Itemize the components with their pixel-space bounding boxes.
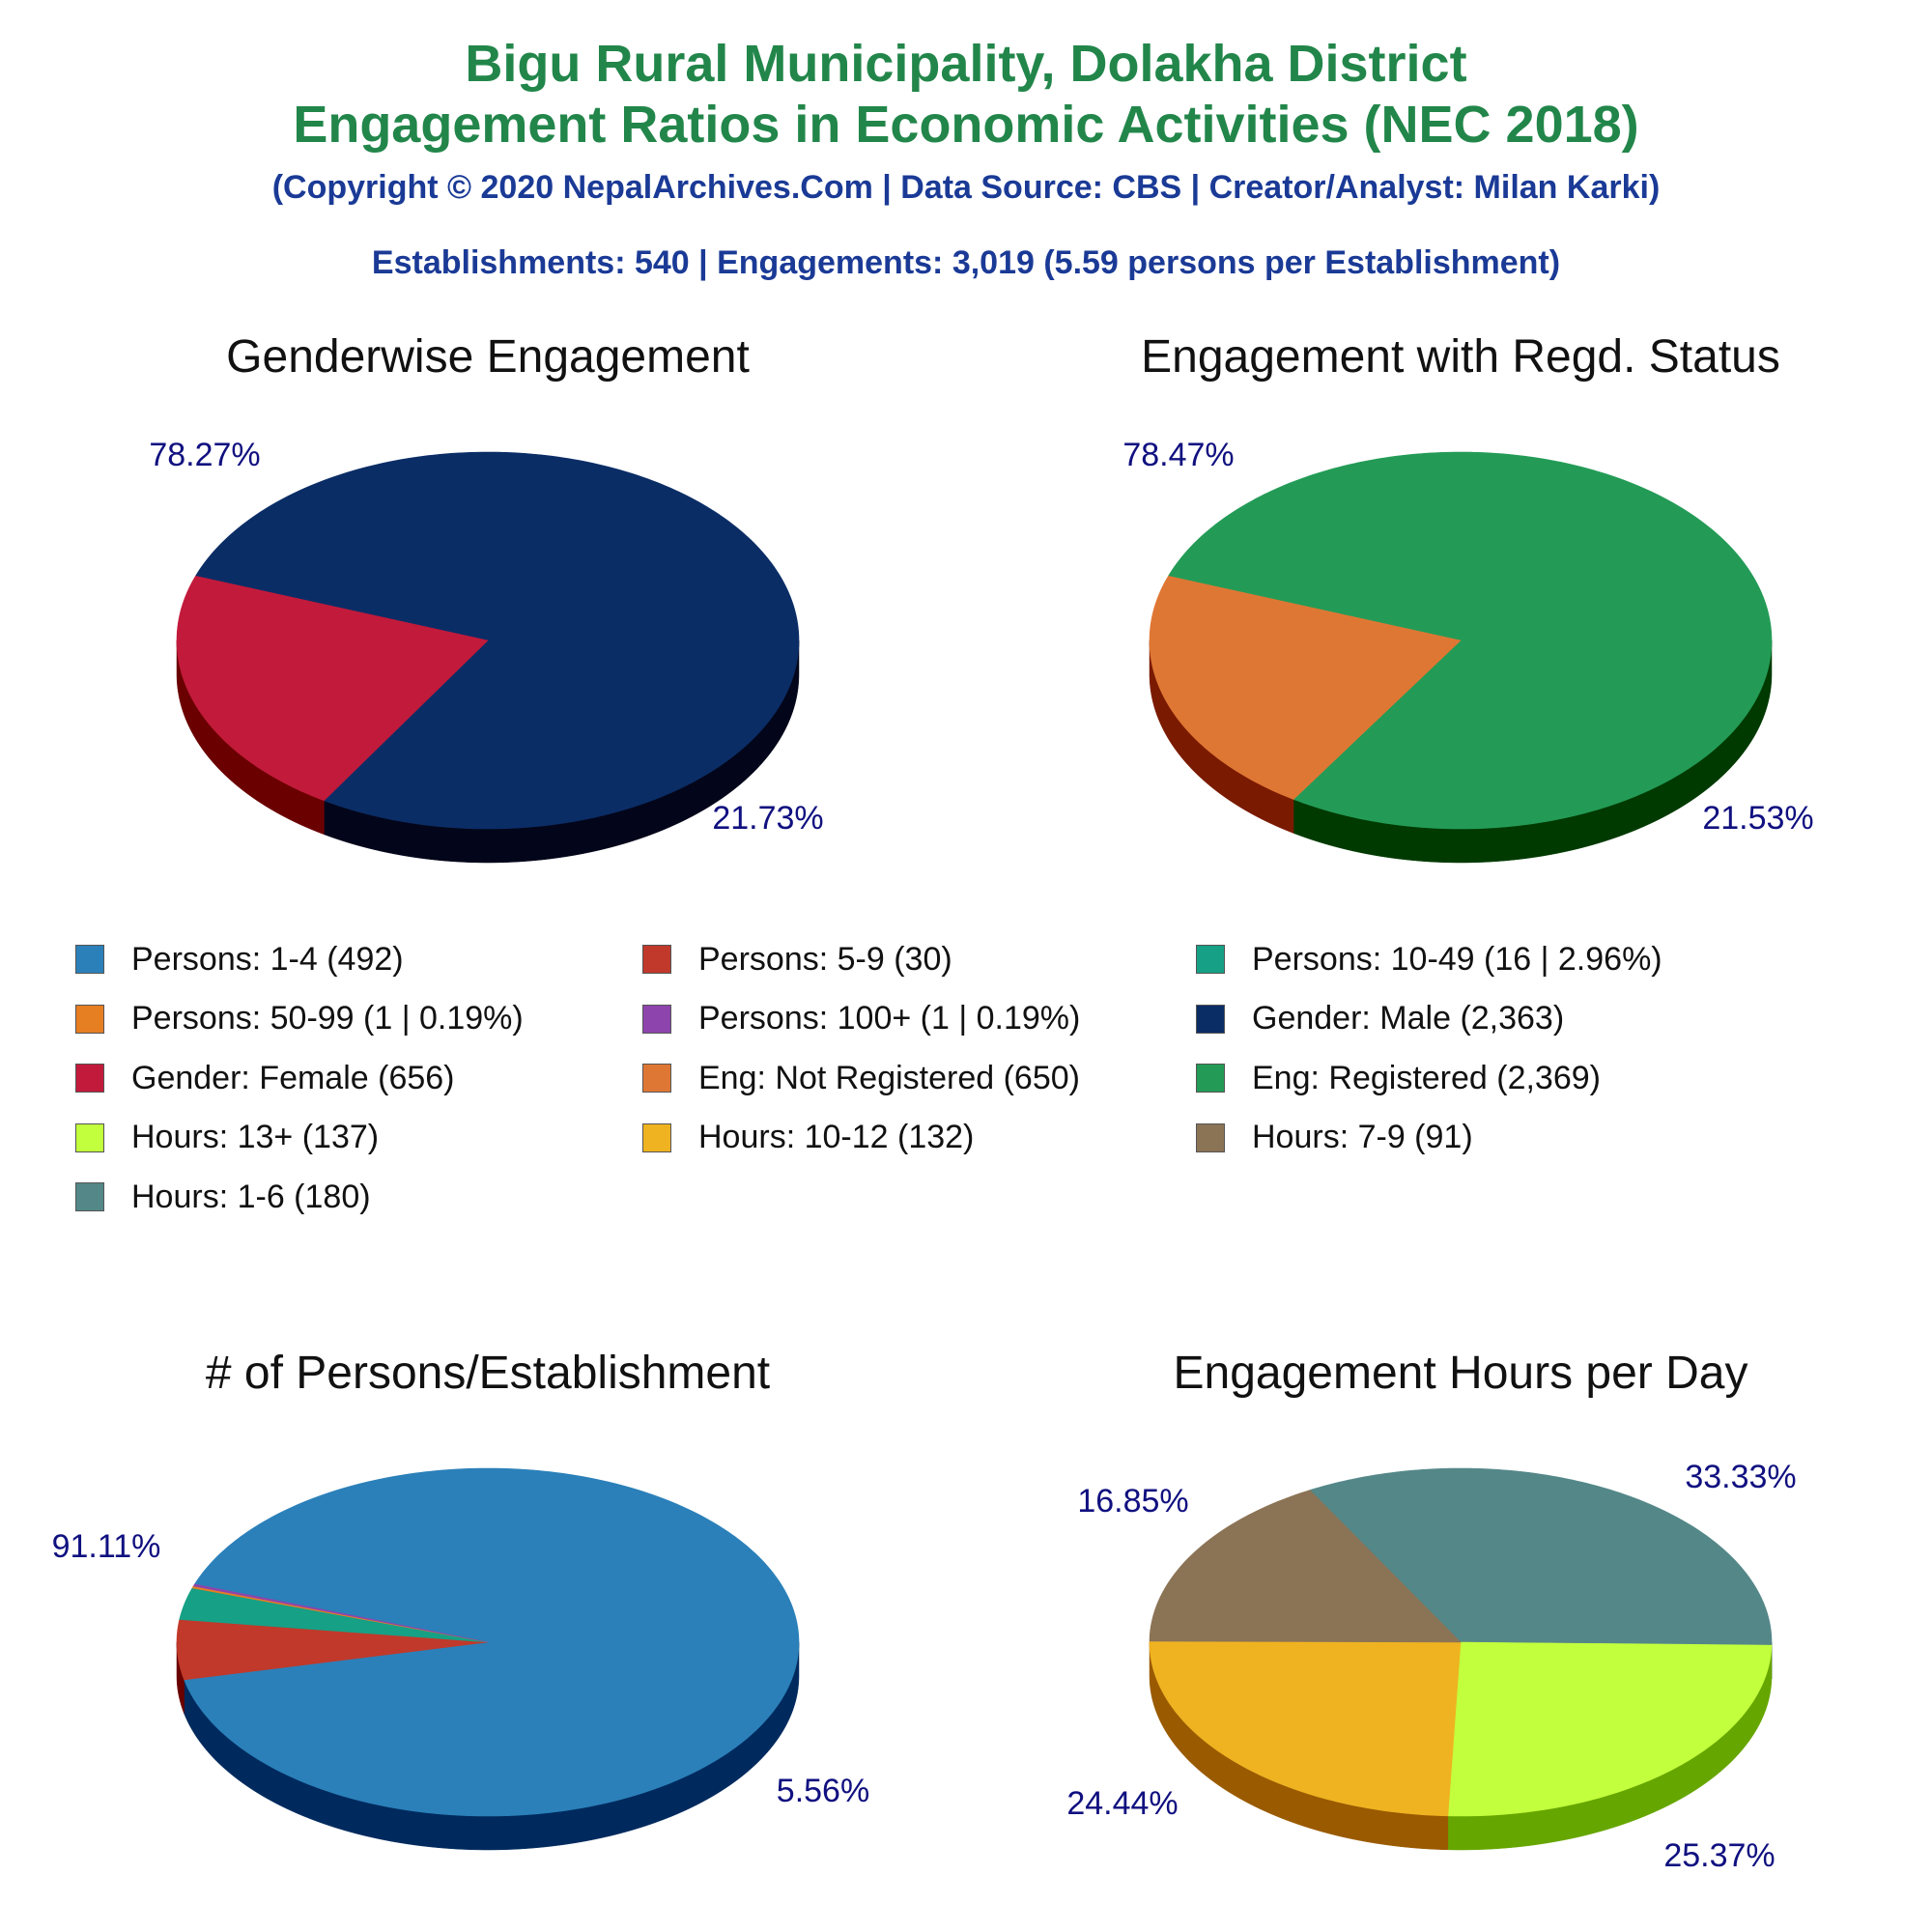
legend-item (75, 1114, 379, 1162)
legend-label: Hours: 1-6 (180) (131, 1178, 371, 1215)
chart-title: # of Persons/Establishment (205, 1348, 771, 1399)
legend-label: Persons: 5-9 (30) (698, 940, 952, 978)
legend-item (75, 935, 404, 983)
legend-swatch (642, 1123, 671, 1152)
legend-swatch (1196, 1064, 1225, 1093)
legend-swatch (75, 1005, 104, 1034)
legend-swatch (1196, 945, 1225, 974)
pie-percent-label: 24.44% (1066, 1785, 1179, 1822)
pie-percent-label: 91.11% (51, 1528, 161, 1565)
chart-main-title-line2: Engagement Ratios in Economic Activities (NEC 2018) (293, 96, 1639, 154)
legend-label: Persons: 10-49 (16 | 2.96%) (1252, 940, 1662, 978)
legend-label: Eng: Not Registered (650) (698, 1059, 1080, 1096)
legend-swatch (642, 945, 671, 974)
legend-label: Gender: Male (2,363) (1252, 1000, 1565, 1037)
chart-title: Engagement with Regd. Status (1141, 331, 1780, 383)
pie-slice-hours-10-12 (1150, 1641, 1461, 1816)
pie-percent-label: 33.33% (1685, 1459, 1797, 1495)
legend-item (75, 995, 524, 1043)
legend-swatch (1196, 1123, 1225, 1152)
chart-title: Genderwise Engagement (226, 331, 750, 383)
legend-label: Hours: 13+ (137) (131, 1119, 380, 1155)
legend-item (1196, 995, 1564, 1043)
pie-percent-label: 25.37% (1663, 1837, 1776, 1874)
legend-swatch (75, 1123, 104, 1152)
pie-chart-1 (149, 331, 823, 863)
pie-percent-label: 21.53% (1702, 800, 1814, 837)
legend-swatch (1196, 1005, 1225, 1034)
legend-item (1196, 1054, 1601, 1102)
legend-item (642, 995, 1080, 1043)
copyright-line: (Copyright © 2020 NepalArchives.Com | Data Source: CBS | Creator/Analyst: Milan Karki) (271, 169, 1661, 206)
pie-percent-label: 78.47% (1122, 437, 1235, 473)
legend-label: Persons: 50-99 (1 | 0.19%) (131, 1000, 524, 1037)
legend-label: Persons: 1-4 (492) (131, 940, 404, 978)
legend-item (1196, 1114, 1473, 1162)
legend-swatch (75, 1182, 104, 1211)
pie-percent-label: 78.27% (149, 437, 261, 473)
legend-swatch (642, 1005, 671, 1034)
chart-main-title-line1: Bigu Rural Municipality, Dolakha District (465, 35, 1467, 93)
establishment-stats-line: Establishments: 540 | Engagements: 3,019 (5.59 persons per Establishment) (371, 244, 1561, 281)
legend-swatch (75, 945, 104, 974)
pie-chart-4 (1066, 1348, 1796, 1874)
legend-label: Hours: 7-9 (91) (1252, 1119, 1473, 1155)
pie-percent-label: 21.73% (712, 800, 824, 837)
legend-label: Persons: 100+ (1 | 0.19%) (698, 1000, 1081, 1037)
pie-chart-3 (52, 1348, 870, 1850)
pie-percent-label: 5.56% (776, 1773, 870, 1809)
legend-item (1196, 935, 1662, 983)
legend-label: Hours: 10-12 (132) (698, 1119, 975, 1155)
chart-title: Engagement Hours per Day (1173, 1348, 1748, 1399)
legend-item (642, 1114, 974, 1162)
legend-item (642, 1054, 1080, 1102)
legend-label: Eng: Registered (2,369) (1252, 1059, 1601, 1096)
pie-chart-2 (1122, 331, 1813, 863)
legend-item (75, 1173, 371, 1221)
legend-item (642, 935, 952, 983)
pie-slice-hours-13- (1448, 1642, 1772, 1816)
legend-swatch (642, 1064, 671, 1093)
legend-swatch (75, 1064, 104, 1093)
pie-percent-label: 16.85% (1077, 1483, 1189, 1520)
legend-label: Gender: Female (656) (131, 1059, 455, 1096)
legend-item (75, 1054, 455, 1102)
